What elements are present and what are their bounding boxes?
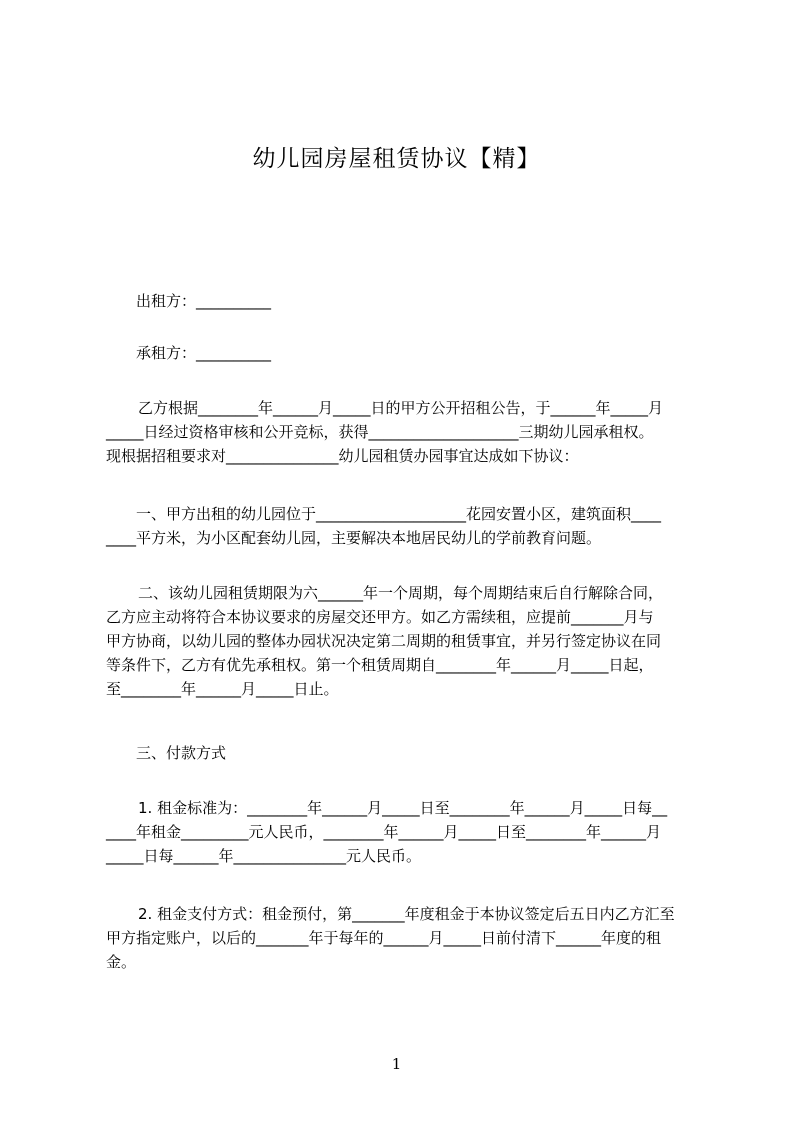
intro-paragraph: [106, 396, 700, 468]
lessor-line: [106, 289, 700, 313]
paragraph-line: 甲方指定账户，以后的_______年于每年的______月_____日前付清下______年度的租: [106, 929, 662, 947]
clause-3-heading: [106, 741, 700, 765]
page-number: 1: [391, 1055, 402, 1073]
lessor-text: 出租方：__________: [136, 292, 272, 310]
paragraph-line: 1. 租金标准为：________年______月_____日至________年______月_____日每__: [138, 799, 668, 817]
paragraph-line: ____年租金_________元人民币，________年______月_____日至________年______月: [106, 823, 662, 841]
paragraph-line: 金。: [106, 953, 137, 971]
paragraph-line: 乙方根据________年______月_____日的甲方公开招租公告，于______年_____月: [138, 399, 664, 417]
lessee-line: [106, 341, 700, 365]
paragraph-line: 一、甲方出租的幼儿园位于____________________花园安置小区，建筑面积____: [136, 505, 662, 523]
paragraph-line: _____日每______年_______________元人民币。: [106, 847, 422, 865]
paragraph-line: ____平方米，为小区配套幼儿园，主要解决本地居民幼儿的学前教育问题。: [106, 529, 602, 547]
paragraph-line: _____日经过资格审核和公开竞标，获得____________________三期幼儿园承租权。: [106, 423, 654, 441]
paragraph-line: 至________年______月_____日止。: [106, 680, 339, 698]
paragraph-line: 乙方应主动将符合本协议要求的房屋交还甲方。如乙方需续租，应提前_______月与: [106, 608, 654, 626]
paragraph-line: 现根据招租要求对_______________幼儿园租赁办园事宜达成如下协议：: [106, 447, 579, 465]
payment-standard-paragraph: [106, 796, 700, 868]
paragraph-line: 甲方协商，以幼儿园的整体办园状况决定第二周期的租赁事宜，并另行签定协议在同: [106, 632, 662, 650]
payment-method-paragraph: [106, 902, 700, 974]
clause-1-paragraph: [106, 502, 700, 550]
clause-2-paragraph: [106, 581, 700, 701]
paragraph-line: 二、该幼儿园租赁期限为六______年一个周期，每个周期结束后自行解除合同，: [138, 584, 664, 602]
paragraph-line: 2. 租金支付方式：租金预付，第_______年度租金于本协议签定后五日内乙方汇至: [138, 905, 675, 923]
document-title: 幼儿园房屋租赁协议【精】: [252, 146, 541, 172]
lessee-text: 承租方：__________: [136, 344, 272, 362]
paragraph-line: 等条件下，乙方有优先承租权。第一个租赁周期自________年______月_____日起，: [106, 656, 654, 674]
section-heading: 三、付款方式: [136, 744, 227, 762]
